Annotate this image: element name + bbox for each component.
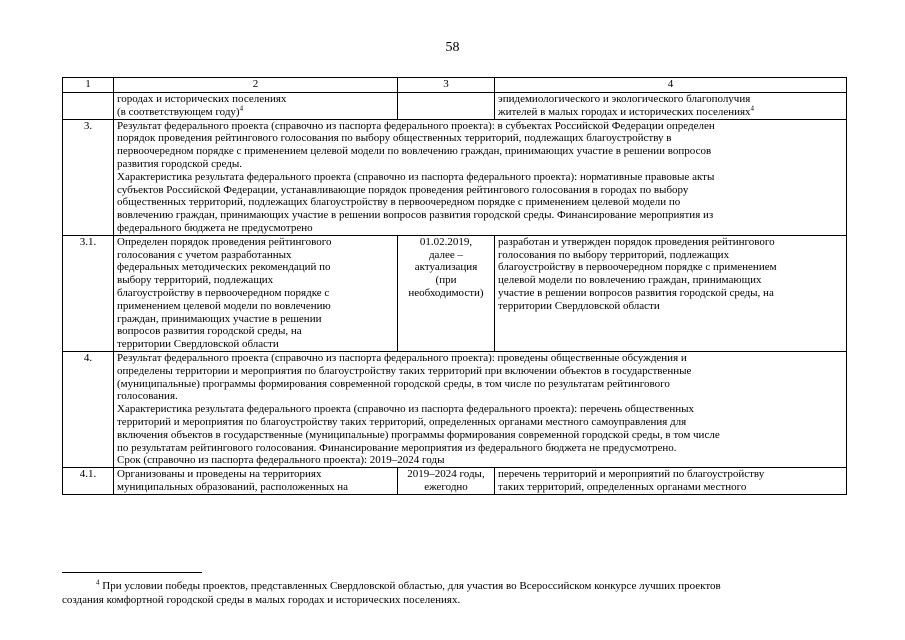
table-header-row [63, 78, 847, 93]
text-line: по результатам рейтингового голосования. Финансирование мероприятия из федерального бюджета не предусмотрено. [117, 441, 677, 454]
text-line: территорий и мероприятия по благоустройству таких территорий, определенных органами местного самоуправления для [117, 415, 687, 428]
text-line: развития городской среды. [117, 157, 242, 170]
measure-name-cell [114, 93, 398, 120]
text-line: Характеристика результата федерального проекта (справочно из паспорта федерального проекта): перечень общественных [117, 403, 694, 416]
text-line: Результат федерального проекта (справочно из паспорта федерального проекта): в субъектах Российской Федерации определен [117, 119, 715, 132]
footnote-line [62, 580, 846, 594]
table-row-continued [63, 93, 847, 120]
text-line: вопросов развития городской среды, на [117, 325, 302, 338]
text-line: Характеристика результата федерального проекта (справочно из паспорта федерального проекта): нормативные правовые акты [117, 170, 715, 183]
result-cell [495, 93, 847, 120]
result-description-cell [114, 351, 847, 467]
text-line: эпидемиологического и экологического благополучия [498, 93, 751, 105]
text-line: первоочередном порядке с применением целевой модели по вовлечению граждан, принимающих участие в решении вопросов [117, 145, 712, 158]
deadline-cell [398, 468, 495, 495]
text-line: общественных территорий, подлежащих благоустройству в первоочередном порядке с применением целевой модели по [117, 196, 681, 209]
row-number-cell: 3. [63, 119, 114, 235]
footnote-text: При условии победы проектов, представленных Свердловской областью, для участия во Всероссийском конкурсе лучших проектов [102, 580, 721, 592]
text-line: выбору территорий, подлежащих [117, 274, 274, 287]
column-header-2: 2 [114, 78, 398, 93]
text-line: включения объектов в государственные (муниципальные) программы формирования современной городской среды, в том числе [117, 428, 720, 441]
result-description-cell [114, 119, 847, 235]
row-number-cell: 4. [63, 351, 114, 467]
footnote-marker: 4 [96, 578, 100, 587]
text-line: ежегодно [424, 480, 468, 493]
text-line-body: (в соответствующем году) [117, 105, 240, 118]
text-line: таких территорий, определенных органами местного [498, 480, 747, 493]
result-cell [495, 468, 847, 495]
text-line: субъектов Российской Федерации, устанавливающие порядок проведения рейтингового голосования в городах по выбору [117, 183, 689, 196]
text-line: разработан и утвержден порядок проведения рейтингового [498, 235, 775, 248]
text-line: городах и исторических поселениях [117, 93, 287, 105]
text-line: Определен порядок проведения рейтингового [117, 235, 332, 248]
footnote-line: создания комфортной городской среды в малых городах и исторических поселениях. [62, 593, 461, 606]
measures-table [62, 77, 847, 495]
column-header-1: 1 [63, 78, 114, 93]
column-header-4: 4 [495, 78, 847, 93]
text-line: территории Свердловской области [117, 338, 279, 351]
text-line: (муниципальные) программы формирования современной городской среды, в том числе по результатам рейтингового [117, 377, 670, 390]
text-line: голосования по выбору территорий, подлежащих [498, 248, 730, 261]
table-row-3-1 [63, 235, 847, 351]
text-line: перечень территорий и мероприятий по благоустройству [498, 468, 765, 481]
text-line: муниципальных образований, расположенных на [117, 480, 348, 493]
text-line: целевой модели по вовлечению граждан, принимающих [498, 274, 762, 287]
measure-name-cell [114, 235, 398, 351]
text-line: голосования. [117, 390, 178, 403]
table-row-4 [63, 351, 847, 467]
measure-name-cell [114, 468, 398, 495]
table-row-3 [63, 119, 847, 235]
text-line: (при [435, 274, 457, 287]
text-line: граждан, принимающих участие в решении [117, 312, 322, 325]
deadline-cell [398, 235, 495, 351]
text-line: необходимости) [408, 286, 484, 299]
footnote [62, 580, 846, 607]
text-line: 2019–2024 годы, [407, 468, 485, 481]
result-cell [495, 235, 847, 351]
text-line [117, 106, 394, 119]
text-line: актуализация [414, 261, 478, 274]
text-line [498, 106, 843, 119]
text-line: Результат федерального проекта (справочно из паспорта федерального проекта): проведены общественные обсуждения и [117, 351, 687, 364]
footnote-ref: 4 [239, 104, 244, 113]
text-line: применением целевой модели по вовлечению [117, 299, 331, 312]
text-line: 01.02.2019, [419, 235, 473, 248]
table-row-4-1 [63, 468, 847, 495]
text-line: порядок проведения рейтингового голосования по выбору общественных территорий, подлежащих благоустройству в [117, 132, 672, 145]
text-line: далее – [428, 248, 464, 261]
footnote-divider [62, 572, 202, 573]
row-number-cell: 3.1. [63, 235, 114, 351]
row-number-cell [63, 93, 114, 120]
text-line: вовлечению граждан, принимающих участие в решении вопросов развития городской среды. Финансирование мероприятия из [117, 209, 714, 222]
text-line: определены территории и мероприятия по благоустройству таких территорий при включении объектов в государственные [117, 364, 692, 377]
text-line: благоустройству в первоочередном порядке с применением [498, 261, 777, 274]
text-line: Срок (справочно из паспорта федерального проекта): 2019–2024 годы [117, 454, 445, 467]
page-number: 58 [445, 40, 460, 55]
text-line: Организованы и проведены на территориях [117, 468, 322, 481]
text-line: территории Свердловской области [498, 299, 660, 312]
text-line: участие в решении вопросов развития городской среды, на [498, 286, 774, 299]
footnote-ref: 4 [750, 104, 755, 113]
column-header-3: 3 [398, 78, 495, 93]
deadline-cell [398, 93, 495, 120]
text-line-body: жителей в малых городах и исторических поселениях [498, 105, 751, 118]
text-line: голосования с учетом разработанных [117, 248, 292, 261]
text-line: федеральных методических рекомендаций по [117, 261, 331, 274]
row-number-cell: 4.1. [63, 468, 114, 495]
text-line: федерального бюджета не предусмотрено [117, 221, 313, 234]
text-line: благоустройству в первоочередном порядке с [117, 286, 330, 299]
